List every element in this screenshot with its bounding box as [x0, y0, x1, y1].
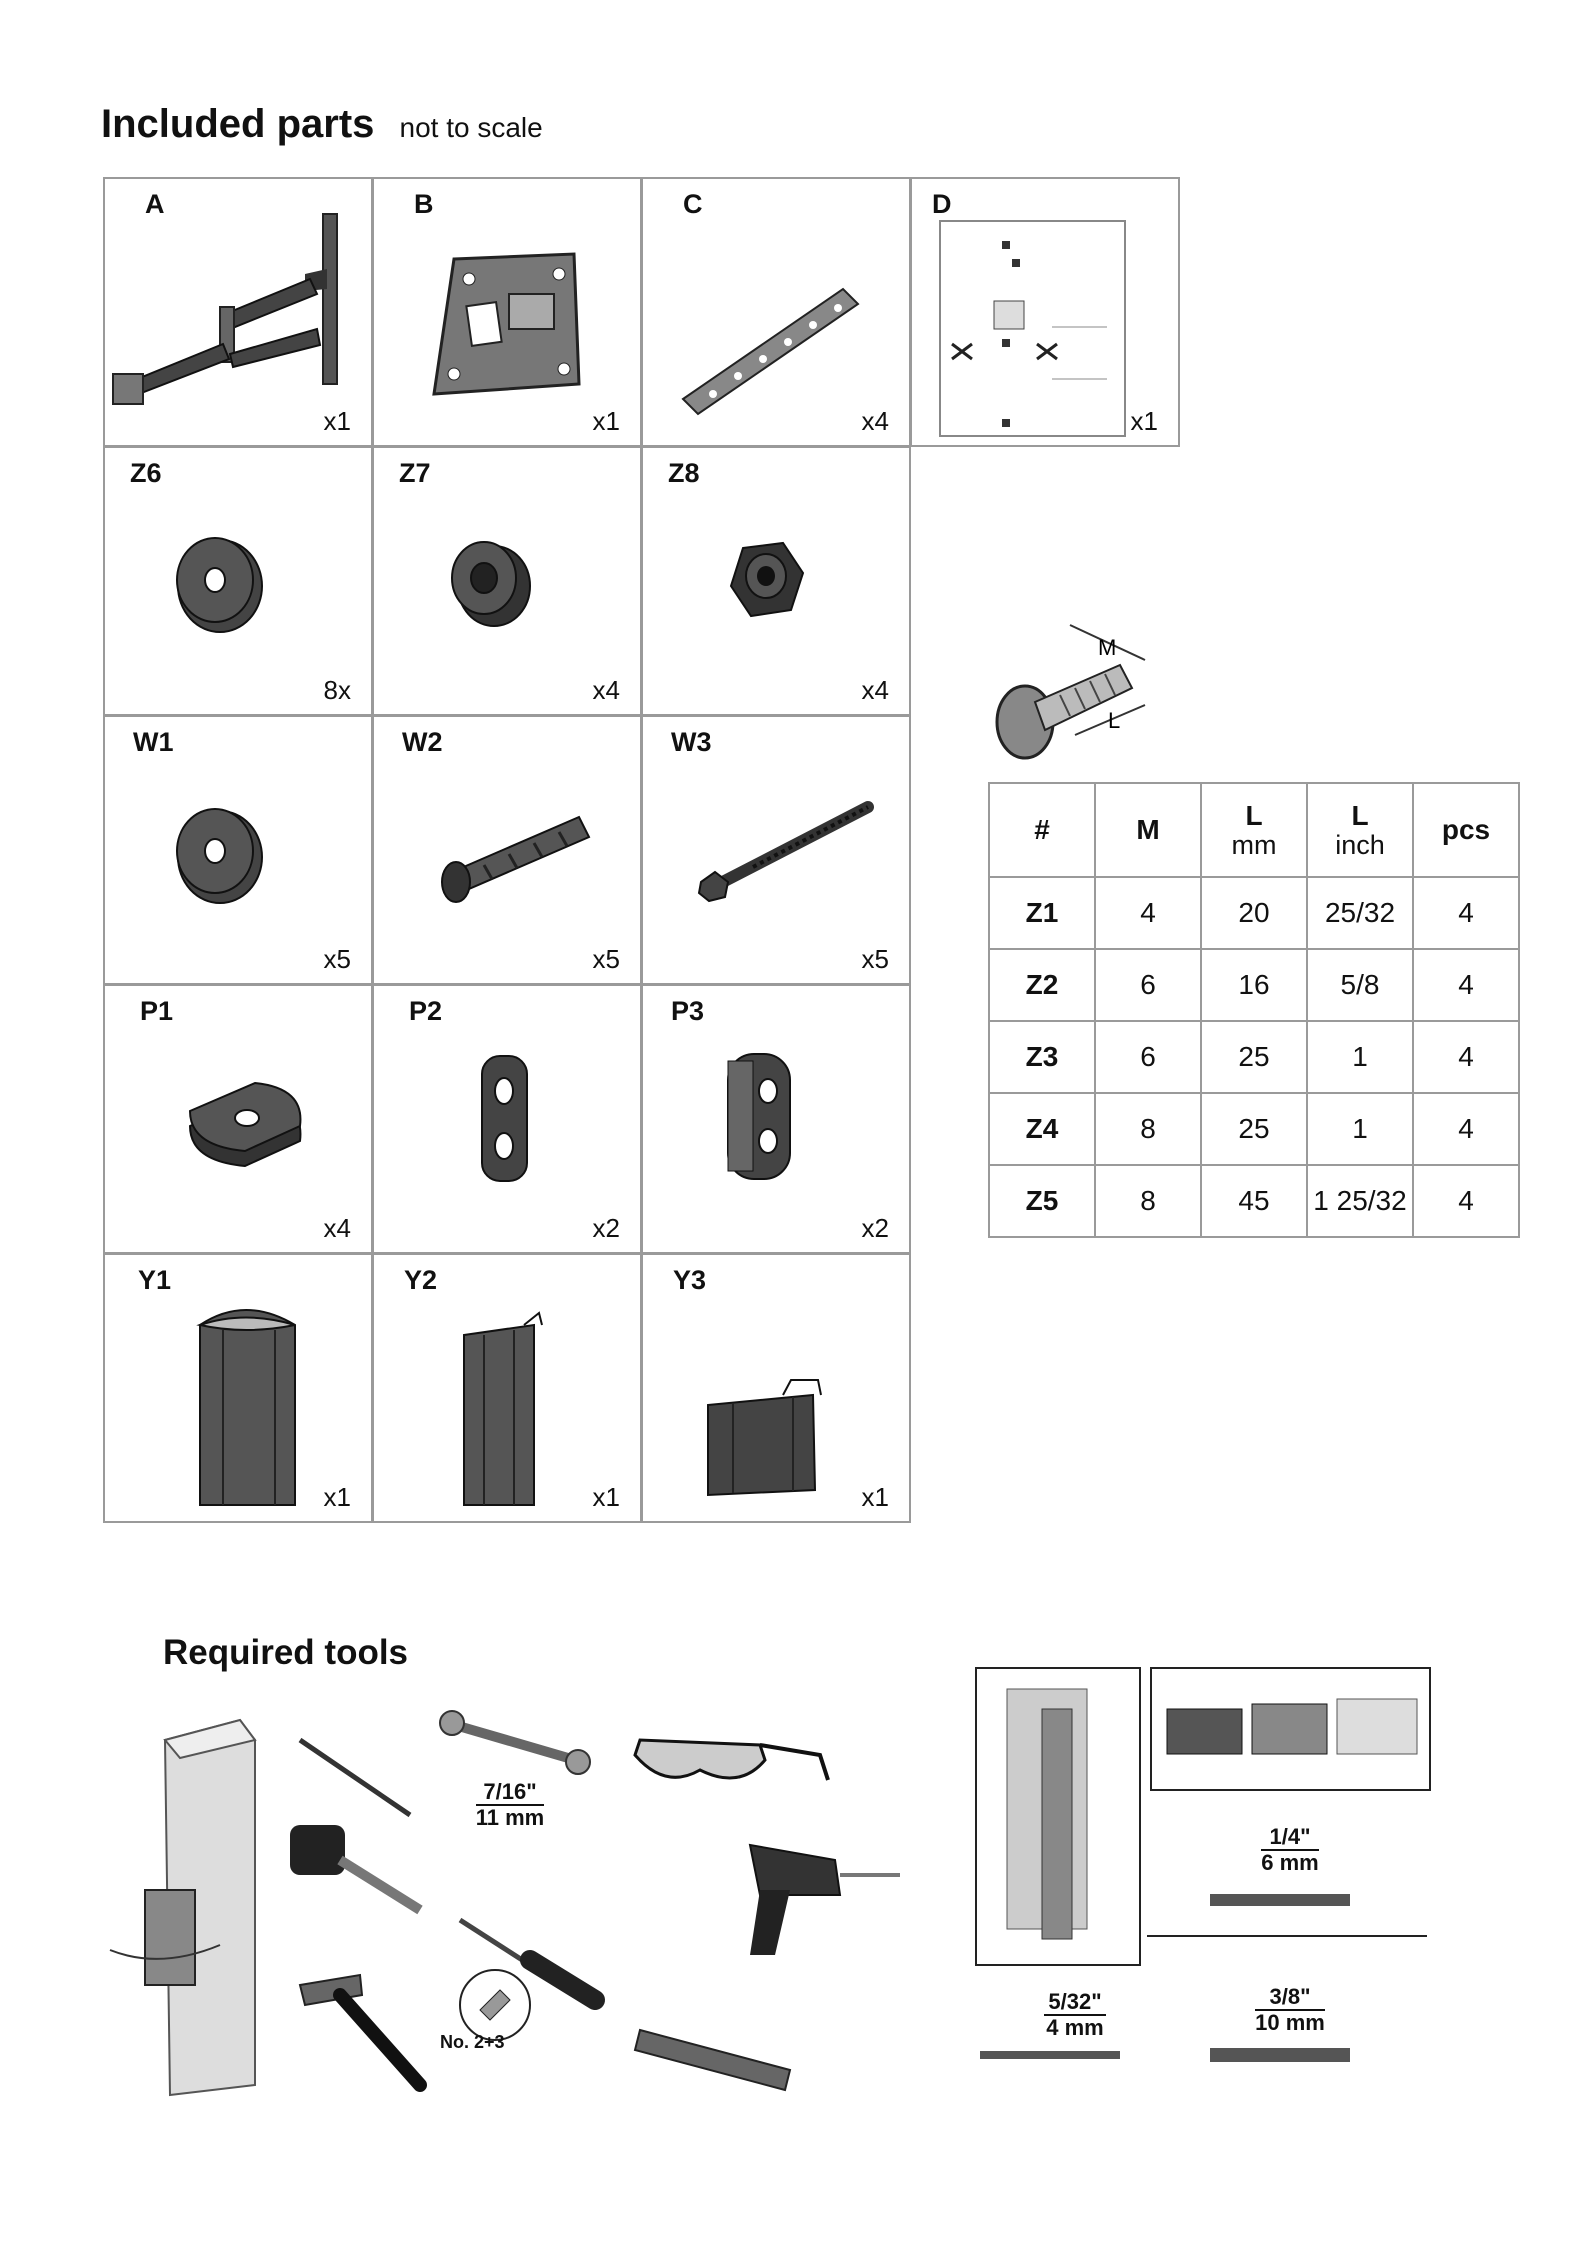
part-qty: x4 — [323, 1213, 351, 1243]
part-cell-y3 — [641, 1253, 911, 1523]
part-cell-a — [103, 177, 373, 447]
part-id: Z7 — [399, 458, 431, 488]
hammer-icon — [300, 1975, 420, 2085]
bit-large-mm: 10 mm — [1255, 2010, 1325, 2036]
part-qty: x1 — [323, 406, 351, 436]
part-id: Y1 — [138, 1265, 172, 1295]
cell-pcs: 4 — [1413, 1093, 1519, 1165]
drill-bits-illustration — [970, 1880, 1370, 2080]
mm-unit: mm — [1231, 829, 1277, 860]
part-id: Z6 — [130, 458, 162, 488]
bit-mid-mm: 6 mm — [1261, 1850, 1319, 1876]
part-cell-b — [372, 177, 642, 447]
wrench-mm: 11 mm — [475, 1805, 545, 1831]
part-id: Y3 — [673, 1265, 707, 1295]
screw-m-label: M — [1098, 635, 1117, 660]
bit-wood-mm: 4 mm — [1046, 2015, 1104, 2041]
tools-title: Required tools — [163, 1633, 409, 1672]
cell-l-mm: 20 — [1201, 877, 1307, 949]
table-row — [989, 1165, 1519, 1237]
cell-m: 8 — [1095, 1093, 1201, 1165]
cell-m: 6 — [1095, 949, 1201, 1021]
tools-illustration — [100, 1700, 1000, 2100]
cell-m: 4 — [1095, 877, 1201, 949]
cell-id: Z4 — [989, 1093, 1095, 1165]
bit-wood-inch: 5/32" — [1044, 1990, 1105, 2016]
cell-id: Z1 — [989, 877, 1095, 949]
bricks-icon — [1152, 1669, 1429, 1789]
part-qty: x5 — [323, 944, 351, 974]
part-cell-d — [910, 177, 1180, 447]
part-qty: x2 — [861, 1213, 889, 1243]
screw-spec-table — [988, 782, 1520, 1238]
bit-mid-inch: 1/4" — [1261, 1825, 1318, 1851]
wrench-icon — [440, 1711, 590, 1774]
table-row — [989, 949, 1519, 1021]
col-header-l-inch — [1307, 783, 1413, 877]
part-id: B — [414, 189, 434, 219]
part-id: C — [683, 189, 703, 219]
l-label: L — [1245, 800, 1263, 832]
safety-glasses-icon — [635, 1740, 828, 1780]
spirit-level-icon — [635, 2030, 790, 2090]
part-qty: x1 — [592, 406, 620, 436]
cell-m: 6 — [1095, 1021, 1201, 1093]
part-id: W2 — [402, 727, 443, 757]
part-qty: x4 — [861, 675, 889, 705]
part-qty: x1 — [1130, 406, 1158, 436]
cell-l-inch: 25/32 — [1307, 877, 1413, 949]
cell-id: Z3 — [989, 1021, 1095, 1093]
col-header-id: # — [989, 783, 1095, 877]
cell-l-inch: 1 25/32 — [1307, 1165, 1413, 1237]
wrench-size-label — [455, 1780, 565, 1831]
table-row — [989, 877, 1519, 949]
col-header-l-mm — [1201, 783, 1307, 877]
cell-l-mm: 45 — [1201, 1165, 1307, 1237]
part-id: W3 — [671, 727, 712, 757]
power-drill-icon — [750, 1845, 900, 1955]
screw-l-label: L — [1108, 708, 1121, 733]
cell-pcs: 4 — [1413, 949, 1519, 1021]
part-cell-w1 — [103, 715, 373, 985]
table-row — [989, 1093, 1519, 1165]
cell-pcs: 4 — [1413, 1021, 1519, 1093]
cell-pcs: 4 — [1413, 877, 1519, 949]
part-qty: x4 — [592, 675, 620, 705]
cell-l-inch: 1 — [1307, 1093, 1413, 1165]
title-text: Included parts — [101, 102, 375, 146]
part-qty: x5 — [861, 944, 889, 974]
part-qty: x1 — [592, 1482, 620, 1512]
screw-dimension-diagram — [980, 610, 1180, 770]
wrench-inch: 7/16" — [476, 1780, 545, 1806]
part-cell-p3 — [641, 984, 911, 1254]
cell-m: 8 — [1095, 1165, 1201, 1237]
part-id: W1 — [133, 727, 174, 757]
cell-l-mm: 16 — [1201, 949, 1307, 1021]
part-id: Z8 — [668, 458, 700, 488]
part-id: Y2 — [404, 1265, 438, 1295]
bit-large-inch: 3/8" — [1255, 1985, 1325, 2011]
part-cell-w3 — [641, 715, 911, 985]
bit-mid-label — [1240, 1825, 1340, 1876]
tape-measure-icon — [290, 1825, 420, 1910]
part-qty: x1 — [323, 1482, 351, 1512]
part-cell-z8 — [641, 446, 911, 716]
col-header-m: M — [1095, 783, 1201, 877]
cell-id: Z2 — [989, 949, 1095, 1021]
part-cell-p1 — [103, 984, 373, 1254]
cell-l-mm: 25 — [1201, 1021, 1307, 1093]
part-cell-w2 — [372, 715, 642, 985]
masonry-detail — [1150, 1667, 1431, 1791]
part-cell-z7 — [372, 446, 642, 716]
part-cell-c — [641, 177, 911, 447]
part-qty: x5 — [592, 944, 620, 974]
cell-pcs: 4 — [1413, 1165, 1519, 1237]
part-id: A — [145, 189, 165, 219]
part-id: P2 — [409, 996, 443, 1026]
inch-unit: inch — [1335, 829, 1385, 860]
page-subtitle: not to scale — [399, 112, 543, 143]
table-row — [989, 1021, 1519, 1093]
screwdriver-size-label: No. 2+3 — [440, 2032, 505, 2052]
cell-l-inch: 5/8 — [1307, 949, 1413, 1021]
col-header-pcs: pcs — [1413, 783, 1519, 877]
part-qty: x2 — [592, 1213, 620, 1243]
part-id: P3 — [671, 996, 705, 1026]
part-qty: x4 — [861, 406, 889, 436]
part-cell-y1 — [103, 1253, 373, 1523]
part-cell-z6 — [103, 446, 373, 716]
page-title — [101, 102, 543, 147]
cell-l-inch: 1 — [1307, 1021, 1413, 1093]
part-qty: 8x — [323, 675, 351, 705]
wood-stud-icon — [110, 1720, 255, 2095]
cell-l-mm: 25 — [1201, 1093, 1307, 1165]
part-id: D — [932, 189, 952, 219]
cell-id: Z5 — [989, 1165, 1095, 1237]
part-cell-y2 — [372, 1253, 642, 1523]
l-label: L — [1351, 800, 1369, 832]
part-cell-p2 — [372, 984, 642, 1254]
part-qty: x1 — [861, 1482, 889, 1512]
screwdriver-icon — [460, 1920, 595, 2040]
pencil-icon — [300, 1740, 410, 1815]
part-id: P1 — [140, 996, 174, 1026]
